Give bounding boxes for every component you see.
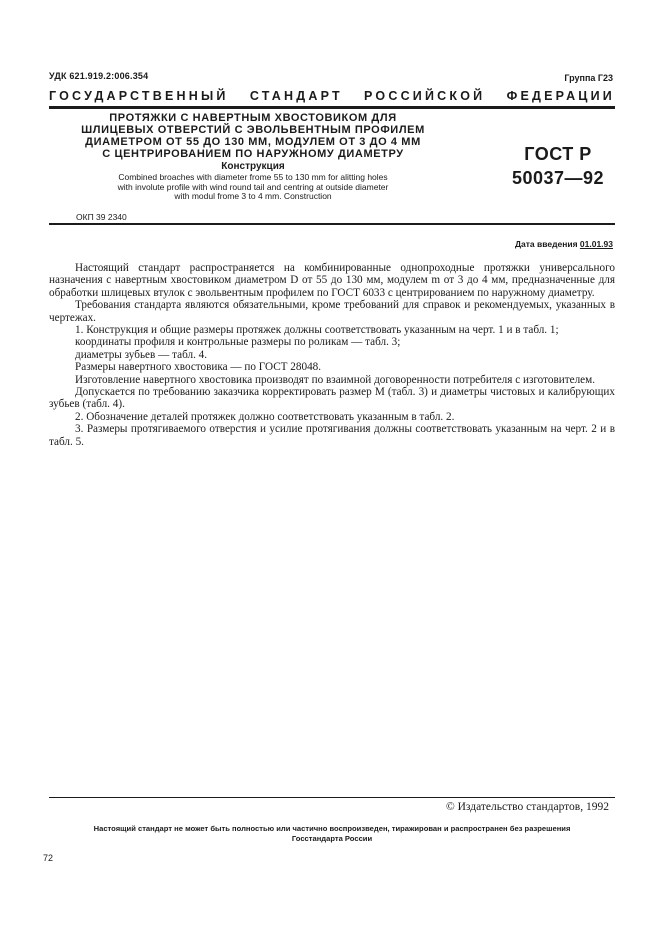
notice-line-1: Настоящий стандарт не может быть полностью или частично воспроизведен, тиражирован и распространен без разрешения [93,824,571,833]
paragraph-tail-size: Размеры навертного хвостовика — по ГОСТ 28048. [75,361,322,374]
banner-word-1: ГОСУДАРСТВЕННЫЙ [49,89,229,103]
footer-rule [49,797,615,798]
okp-rule [49,223,615,225]
paragraph-diameters: диаметры зубьев — табл. 4. [75,348,208,361]
udk-code: УДК 621.919.2:006.354 [49,71,149,81]
reproduction-notice [49,824,615,844]
gost-number: 50037—92 [511,168,605,188]
title-block [60,112,446,202]
banner-word-3: РОССИЙСКОЙ [364,89,486,103]
copyright: © Издательство стандартов, 1992 [445,801,609,813]
banner-word-4: ФЕДЕРАЦИИ [506,89,615,103]
paragraph-requirements: Требования стандарта являются обязательными, кроме требований для справок и рекомендуемых, указанных в чертежах. [49,299,615,324]
title-line-4: С ЦЕНТРИРОВАНИЕМ ПО НАРУЖНОМУ ДИАМЕТРУ [102,148,404,160]
banner-rule [49,106,615,109]
page-number: 72 [43,853,54,863]
paragraph-scope: Настоящий стандарт распространяется на комбинированные однопроходные протяжки универсального назначения с навертным хвостовиком диаметром D от 55 до 130 мм, модулем m от 3 до 4 мм, предназначенные для обработки шлицевых втулок с эвольвентным профилем по ГОСТ 6033 с центрированием по наружному диаметру. [49,262,615,299]
date-label: Дата введения [514,239,578,249]
notice-line-2: Госстандарта России [291,834,373,843]
paragraph-correction: Допускается по требованию заказчика корректировать размер M (табл. 3) и диаметры чистовых и калибрующих зубьев (табл. 4). [49,386,615,411]
paragraph-item-2: 2. Обозначение деталей протяжек должно соответствовать указанным в табл. 2. [75,410,455,423]
english-title-line-2: with involute profile with wind round tail and centring at outside diameter [117,181,389,192]
document-body [49,262,615,448]
okp-code: ОКП 39 2340 [76,212,127,222]
paragraph-profile: координаты профиля и контрольные размеры по роликам — табл. 3; [75,336,401,349]
title-line-1: ПРОТЯЖКИ С НАВЕРТНЫМ ХВОСТОВИКОМ ДЛЯ [109,112,397,124]
introduction-date [515,239,613,249]
paragraph-item-1: 1. Конструкция и общие размеры протяжек должны соответствовать указанным на черт. 1 и в табл. 1; [75,324,559,337]
english-title-line-3: with modul frome 3 to 4 mm. Construction [174,191,332,202]
date-value: 01.01.93 [579,239,613,249]
english-title-line-1: Combined broaches with diameter frome 55 to 130 mm for alitting holes [118,172,388,182]
standard-banner [49,89,615,103]
subtitle: Конструкция [221,161,285,172]
title-line-3: ДИАМЕТРОМ ОТ 55 ДО 130 ММ, МОДУЛЕМ ОТ 3 ДО 4 ММ [85,136,421,148]
paragraph-item-3: 3. Размеры протягиваемого отверстия и усилие протягивания должны соответствовать указанным на черт. 2 и в табл. 5. [49,423,615,448]
paragraph-tail-manufacture: Изготовление навертного хвостовика производят по взаимной договоренности потребителя с изготовителем. [75,373,596,386]
banner-word-2: СТАНДАРТ [249,89,343,103]
group-code: Группа Г23 [564,73,613,83]
gost-label: ГОСТ Р [524,144,592,164]
gost-designation [498,142,618,190]
title-line-2: ШЛИЦЕВЫХ ОТВЕРСТИЙ С ЭВОЛЬВЕНТНЫМ ПРОФИЛЕМ [81,124,425,136]
